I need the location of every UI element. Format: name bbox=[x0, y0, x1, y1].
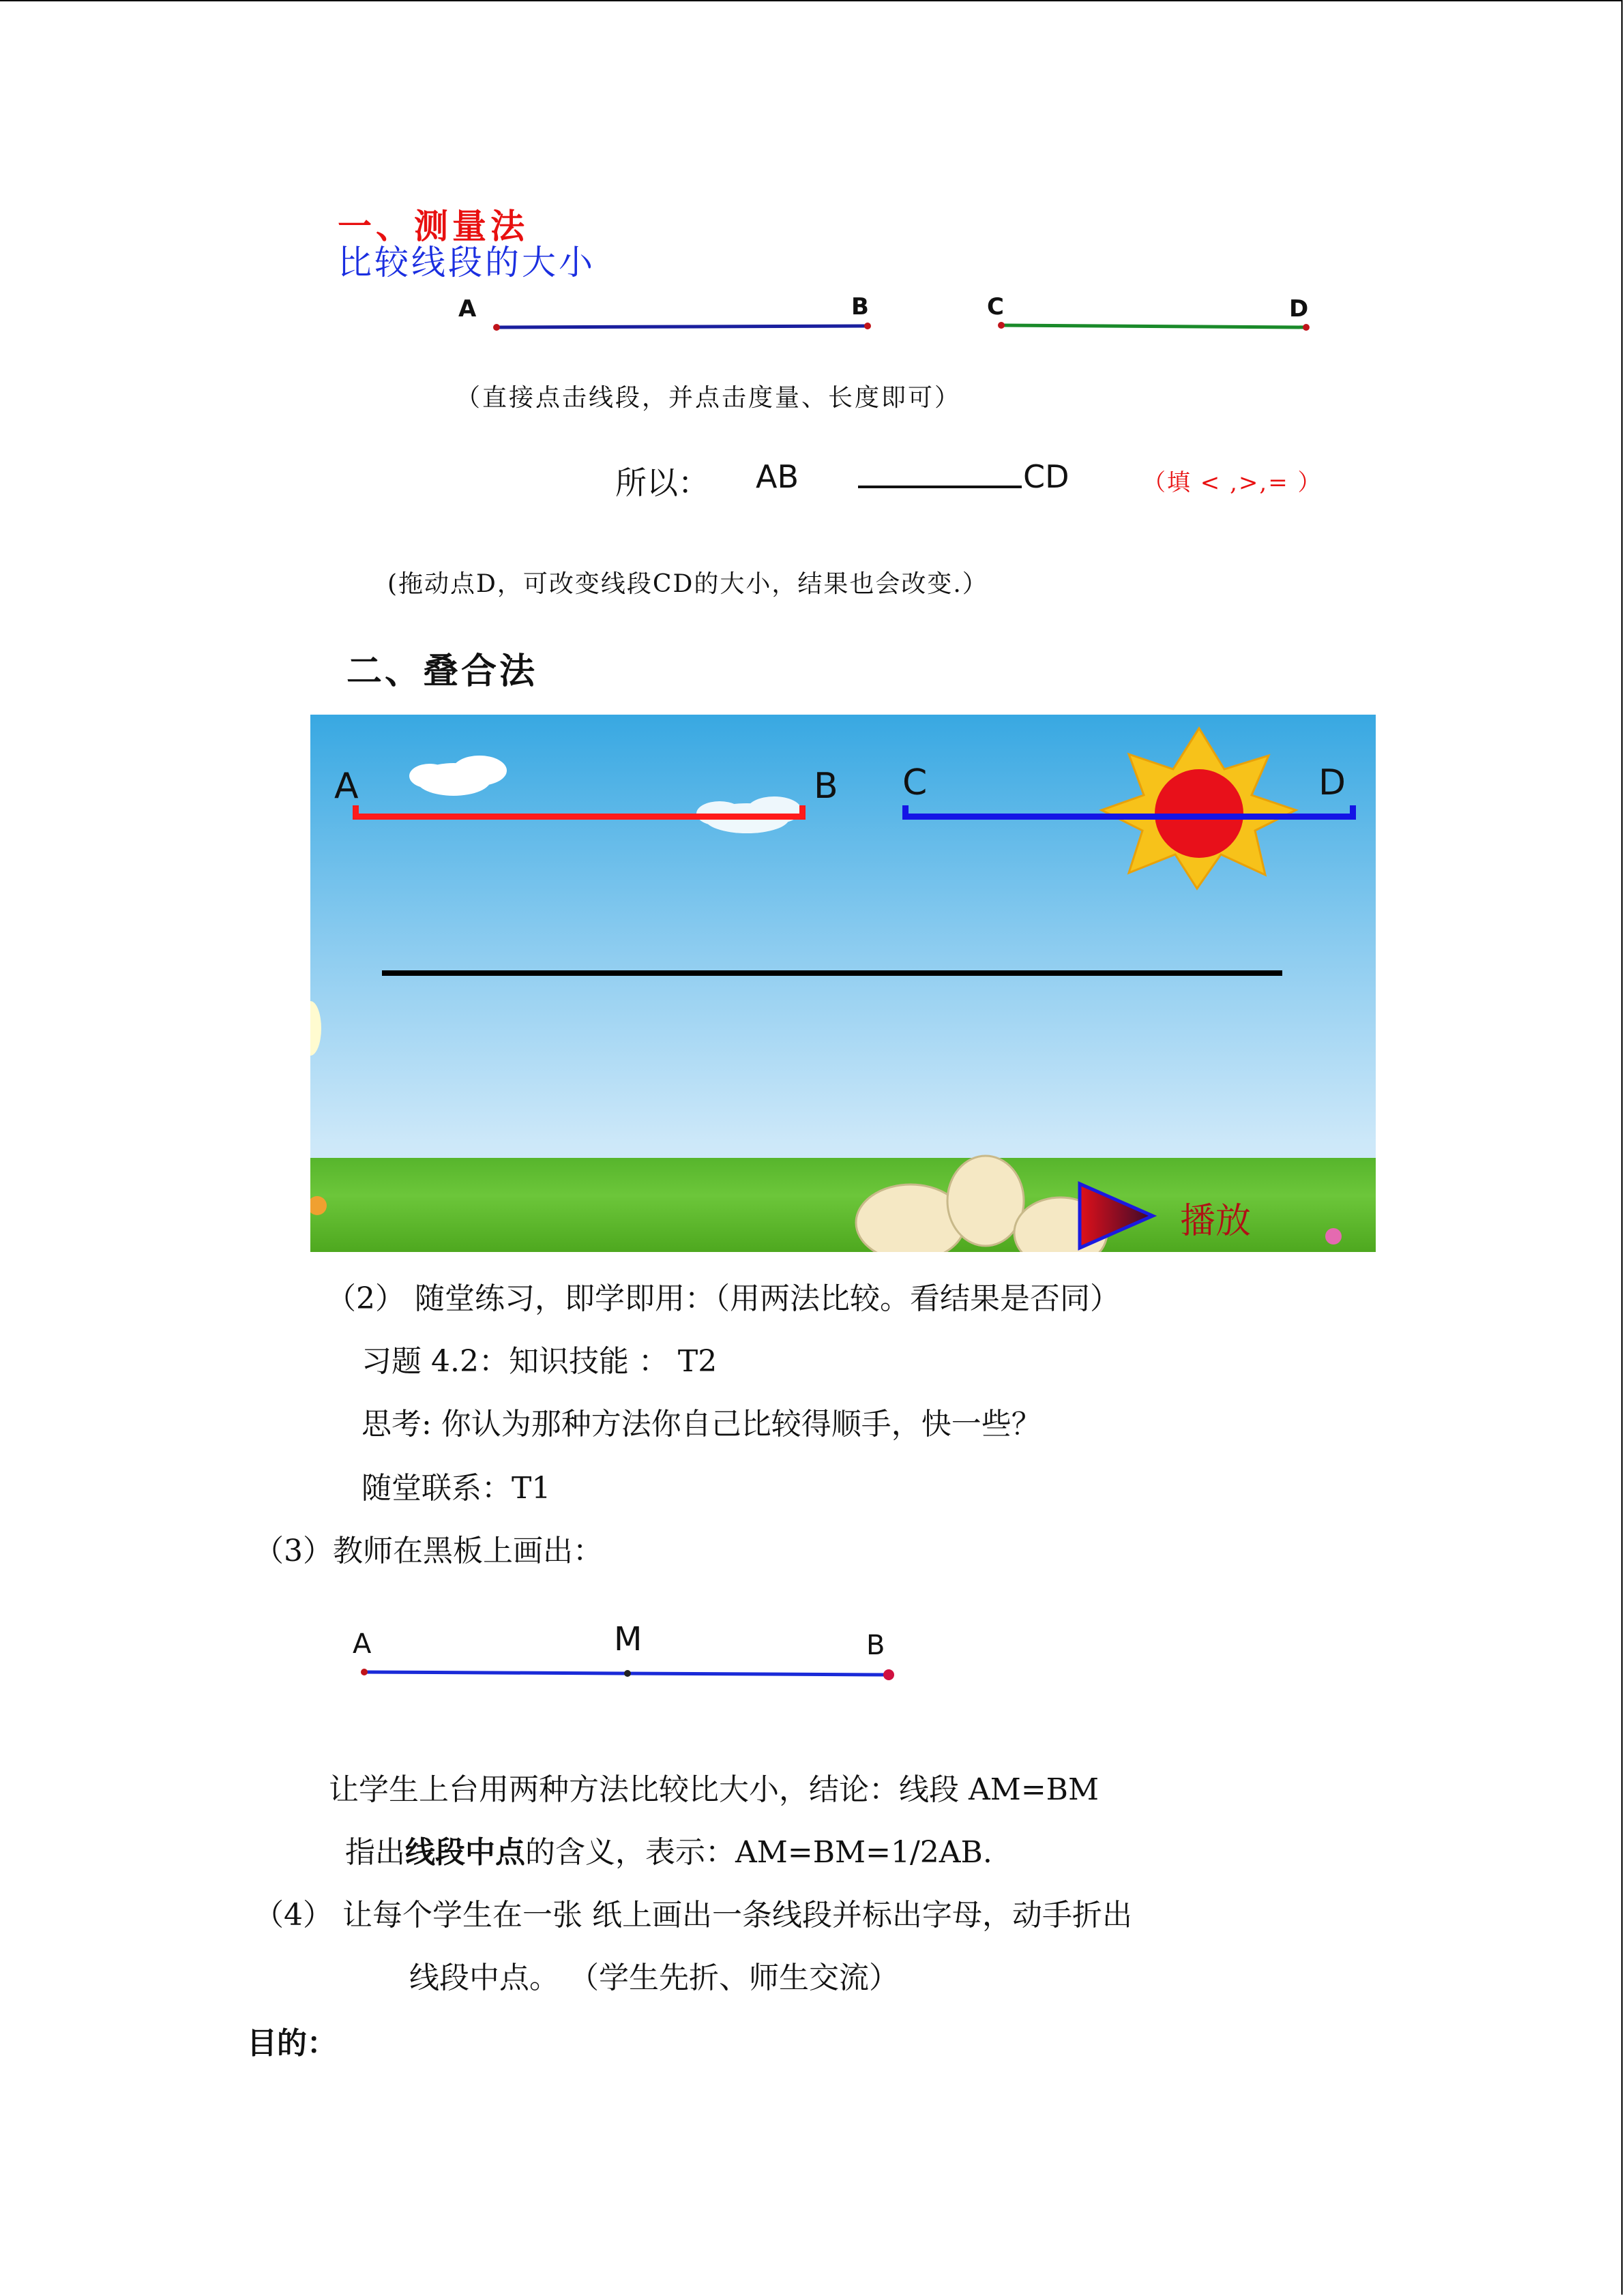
anim-label-b: B bbox=[814, 766, 838, 807]
segment-ab[interactable] bbox=[497, 326, 868, 327]
exercise-line: 习题 4.2：知识技能 ： T2 bbox=[361, 1344, 718, 1379]
animation-scene bbox=[310, 715, 1376, 1252]
flower-icon bbox=[310, 1196, 327, 1215]
midpoint-post: 的含义，表示：AM=BM=1/2AB. bbox=[525, 1835, 992, 1870]
anim-label-a: A bbox=[334, 766, 359, 807]
drag-hint: (拖动点D，可改变线段CD的大小，结果也会改变.） bbox=[387, 570, 988, 598]
segment-cd[interactable] bbox=[1001, 325, 1306, 327]
midpoint-pre: 指出 bbox=[345, 1835, 405, 1870]
section1-title: 一、测量法 bbox=[338, 206, 529, 246]
point-m bbox=[624, 1670, 631, 1677]
point-label-b: B bbox=[851, 293, 869, 320]
point-label-a: A bbox=[458, 295, 477, 323]
flower-icon bbox=[1325, 1228, 1342, 1244]
answer-blank[interactable] bbox=[858, 486, 1022, 488]
point-label-c: C bbox=[987, 293, 1004, 320]
point-label-d: D bbox=[1289, 295, 1309, 323]
so-prefix: 所以： bbox=[615, 464, 709, 501]
section1-subtitle: 比较线段的大小 bbox=[338, 243, 595, 282]
play-label[interactable]: 播放 bbox=[1180, 1201, 1252, 1242]
amb-label-b: B bbox=[866, 1630, 885, 1661]
anim-label-d: D bbox=[1318, 762, 1346, 803]
point-b[interactable] bbox=[864, 323, 871, 329]
section2-title: 二、叠合法 bbox=[346, 651, 538, 692]
anim-label-c: C bbox=[902, 762, 928, 803]
segments-ab-cd bbox=[0, 0, 1624, 355]
fill-hint: （填 < ,>,= ） bbox=[1142, 469, 1323, 496]
practice-line: （2） 随堂练习，即学即用：（用两法比较。看结果是否同） bbox=[326, 1281, 1120, 1316]
play-icon[interactable] bbox=[1080, 1184, 1153, 1248]
point-c[interactable] bbox=[998, 322, 1005, 329]
comparison-line bbox=[382, 970, 1282, 976]
point-d[interactable] bbox=[1303, 324, 1310, 331]
eggs-icon bbox=[856, 1156, 1107, 1252]
fold-line: （4） 让每个学生在一张 纸上画出一条线段并标出字母，动手折出 bbox=[254, 1898, 1132, 1933]
so-cd: CD bbox=[1023, 458, 1069, 495]
purpose-heading: 目的： bbox=[247, 2026, 337, 2061]
think-line: 思考: 你认为那种方法你自己比较得顺手，快一些？ bbox=[361, 1407, 1042, 1442]
point-amb-a bbox=[361, 1669, 368, 1675]
teacher-draw-line: （3）教师在黑板上画出： bbox=[254, 1534, 603, 1568]
overlay-animation bbox=[310, 715, 1376, 1252]
measure-hint: （直接点击线段，并点击度量、长度即可） bbox=[456, 384, 962, 412]
amb-label-m: M bbox=[614, 1620, 643, 1658]
so-ab: AB bbox=[756, 458, 799, 495]
midpoint-term: 线段中点 bbox=[405, 1835, 525, 1870]
fold-line-2: 线段中点。 （学生先折、师生交流） bbox=[409, 1960, 899, 1995]
classwork-line: 随堂联系：T1 bbox=[361, 1471, 551, 1506]
butterfly-icon bbox=[310, 1001, 321, 1056]
play-button[interactable] bbox=[1080, 1184, 1153, 1248]
midpoint-line bbox=[345, 1828, 992, 1871]
point-a[interactable] bbox=[493, 324, 500, 331]
conclusion-line: 让学生上台用两种方法比较比大小，结论：线段 AM=BM bbox=[329, 1772, 1099, 1807]
cloud-1 bbox=[409, 756, 507, 796]
point-amb-b bbox=[883, 1669, 894, 1680]
sun-icon bbox=[1102, 728, 1296, 889]
segment-amb bbox=[341, 1657, 914, 1684]
amb-label-a: A bbox=[353, 1628, 372, 1660]
